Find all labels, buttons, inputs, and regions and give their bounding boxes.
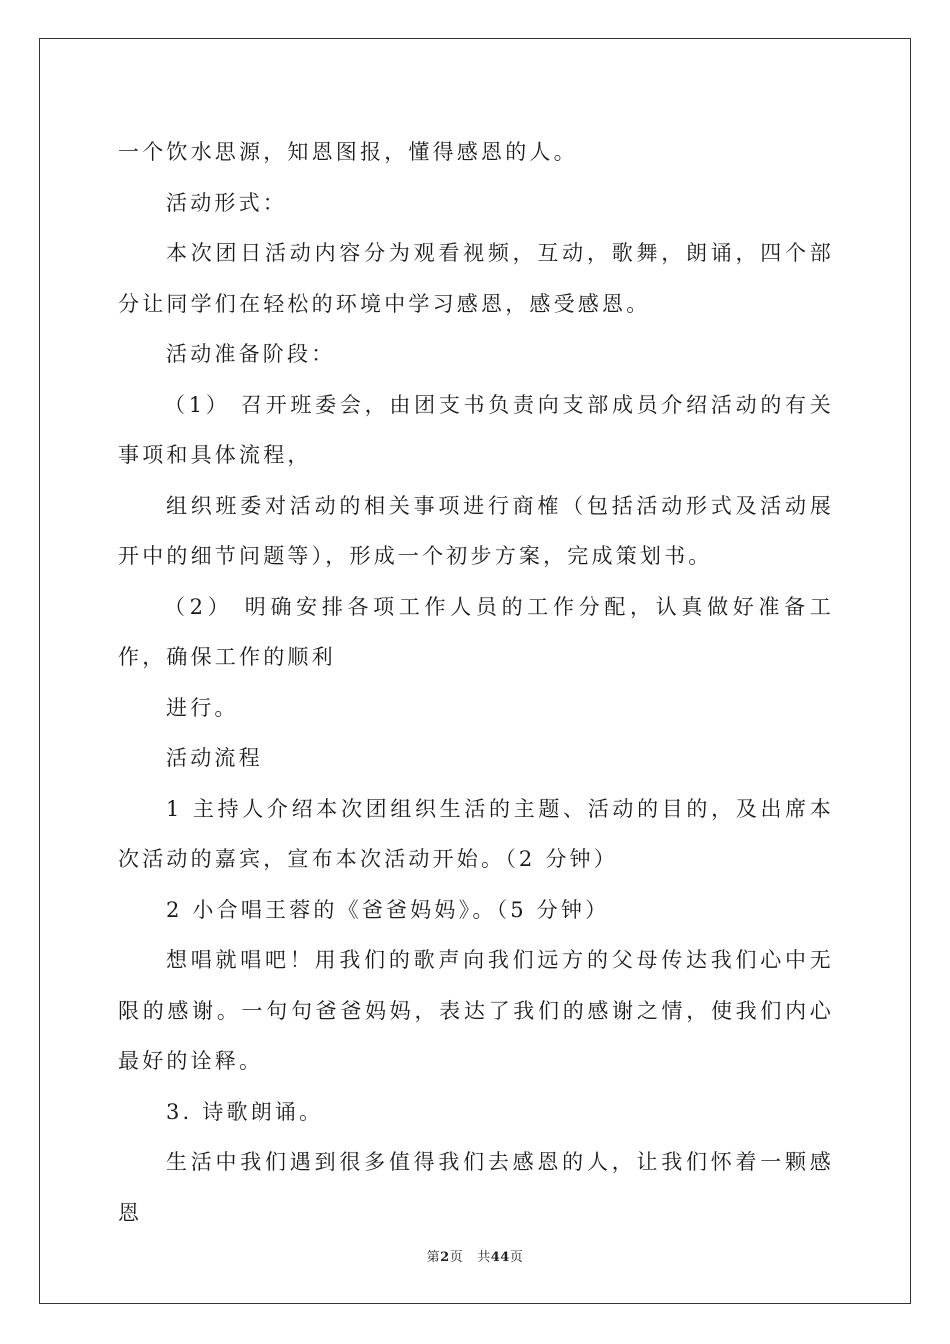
paragraph: 一个饮水思源，知恩图报，懂得感恩的人。 <box>118 140 578 164</box>
paragraph: （1） 召开班委会，由团支书负责向支部成员介绍活动的有关事项和具体流程， <box>118 392 834 467</box>
paragraph: 本次团日活动内容分为观看视频，互动，歌舞，朗诵，四个部分让同学们在轻松的环境中学习感恩，感受感恩。 <box>118 241 834 316</box>
paragraph: 进行。 <box>166 695 239 720</box>
total-pages: 44 <box>490 1250 510 1265</box>
paragraph: 活动形式： <box>166 190 287 215</box>
page-footer <box>0 1246 950 1265</box>
total-prefix: 共 <box>477 1250 491 1265</box>
paragraph: 2 小合唱王蓉的《爸爸妈妈》。（5 分钟） <box>166 897 610 922</box>
page-suffix: 页 <box>449 1250 464 1265</box>
paragraph: （2） 明确安排各项工作人员的工作分配，认真做好准备工作，确保工作的顺利 <box>118 594 834 669</box>
paragraph: 活动流程 <box>166 746 263 770</box>
total-suffix: 页 <box>509 1250 524 1265</box>
paragraph: 活动准备阶段： <box>166 342 336 366</box>
paragraph: 1 主持人介绍本次团组织生活的主题、活动的目的，及出席本次活动的嘉宾，宣布本次活动开始。（2 分钟） <box>118 796 834 871</box>
page-prefix: 第 <box>426 1250 441 1265</box>
paragraph: 生活中我们遇到很多值得我们去感恩的人，让我们怀着一颗感恩 <box>118 1150 834 1225</box>
paragraph: 想唱就唱吧！用我们的歌声向我们远方的父母传达我们心中无限的感谢。一句句爸爸妈妈，表达了我们的感谢之情，使我们内心最好的诠释。 <box>118 948 834 1073</box>
paragraph: 3. 诗歌朗诵。 <box>166 1099 324 1124</box>
document-body <box>118 127 834 1238</box>
paragraph: 组织班委对活动的相关事项进行商榷（包括活动形式及活动展开中的细节问题等），形成一个初步方案，完成策划书。 <box>118 493 834 568</box>
page-number: 2 <box>440 1250 450 1265</box>
